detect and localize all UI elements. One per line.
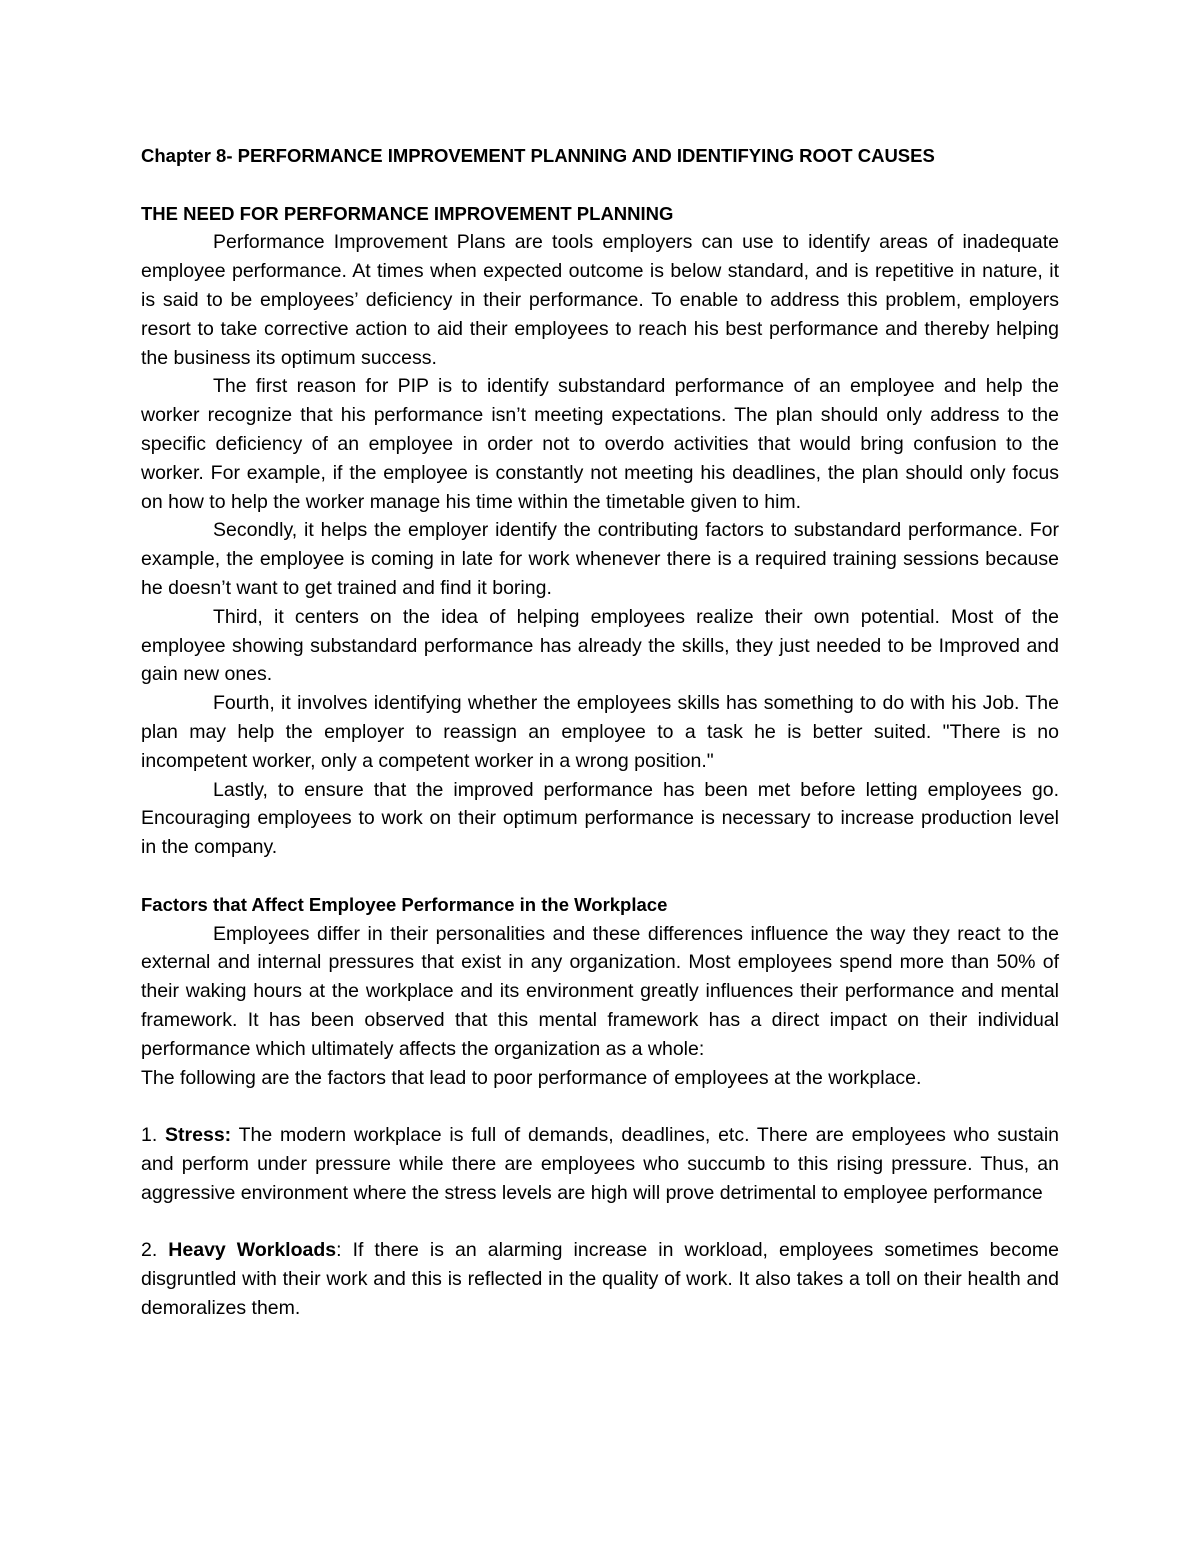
factor-item-stress [141, 1121, 1059, 1207]
factor-label: Heavy Workloads [168, 1239, 337, 1262]
factor-label: Stress: [165, 1124, 232, 1147]
paragraph-third-reason: Third, it centers on the idea of helping employees realize their own potential. Most of the employee showing substandard performance has already the skills, they just needed to be Improved and gain new ones. [141, 605, 1059, 686]
factor-text: : If there is an alarming increase in workload, employees sometimes become disgruntled with their work and this is reflected in the quality of work. It also takes a toll on their health and demoralizes them. [141, 1239, 1059, 1319]
paragraph-last-reason: Lastly, to ensure that the improved performance has been met before letting employees go. Encouraging employees to work on their optimum performance is necessary to increase production level in the company. [141, 778, 1059, 859]
factor-number: 1. [141, 1124, 158, 1147]
section-heading-pip-need: THE NEED FOR PERFORMANCE IMPROVEMENT PLANNING [141, 202, 674, 224]
paragraph-fourth-reason: Fourth, it involves identifying whether the employees skills has something to do with his Job. The plan may help the employer to reassign an employee to a task he is better suited. "There is no incompetent worker, only a competent worker in a wrong position." [141, 692, 1059, 772]
document-page [141, 142, 1059, 1323]
paragraph-factors-intro: Employees differ in their personalities and these differences influence the way they react to the external and internal pressures that exist in any organization. Most employees spend more than 50% of their waking hours at the workplace and its environment greatly influences their performance and mental framework. It has been observed that this mental framework has a direct impact on their individual performance which ultimately affects the organization as a whole: [141, 922, 1059, 1060]
section-heading-factors: Factors that Affect Employee Performance in the Workplace [141, 893, 668, 915]
paragraph-second-reason: Secondly, it helps the employer identify the contributing factors to substandard performance. For example, the employee is coming in late for work whenever there is a required training sessions because he doesn’t want to get trained and find it boring. [141, 519, 1059, 599]
factor-number: 2. [141, 1239, 158, 1262]
paragraph-factors-lead-in: The following are the factors that lead to poor performance of employees at the workplace. [141, 1066, 922, 1089]
factor-text: The modern workplace is full of demands, deadlines, etc. There are employees who sustain and perform under pressure while there are employees who succumb to this rising pressure. Thus, an aggressive environment where the stress levels are high will prove detrimental to employee performance [141, 1124, 1060, 1204]
factor-item-workloads [141, 1236, 1059, 1322]
paragraph-pip-intro: Performance Improvement Plans are tools employers can use to identify areas of inadequate employee performance. At times when expected outcome is below standard, and is repetitive in nature, it is said to be employees’ deficiency in their performance. To enable to address this problem, employers resort to take corrective action to aid their employees to reach his best performance and thereby helping the business its optimum success. [141, 231, 1059, 369]
chapter-title: Chapter 8- PERFORMANCE IMPROVEMENT PLANNING AND IDENTIFYING ROOT CAUSES [141, 145, 935, 166]
paragraph-first-reason: The first reason for PIP is to identify substandard performance of an employee and help the worker recognize that his performance isn’t meeting expectations. The plan should only address to the specific deficiency of an employee in order not to overdo activities that would bring confusion to the worker. For example, if the employee is constantly not meeting his deadlines, the plan should only focus on how to help the worker manage his time within the timetable given to him. [141, 375, 1059, 513]
